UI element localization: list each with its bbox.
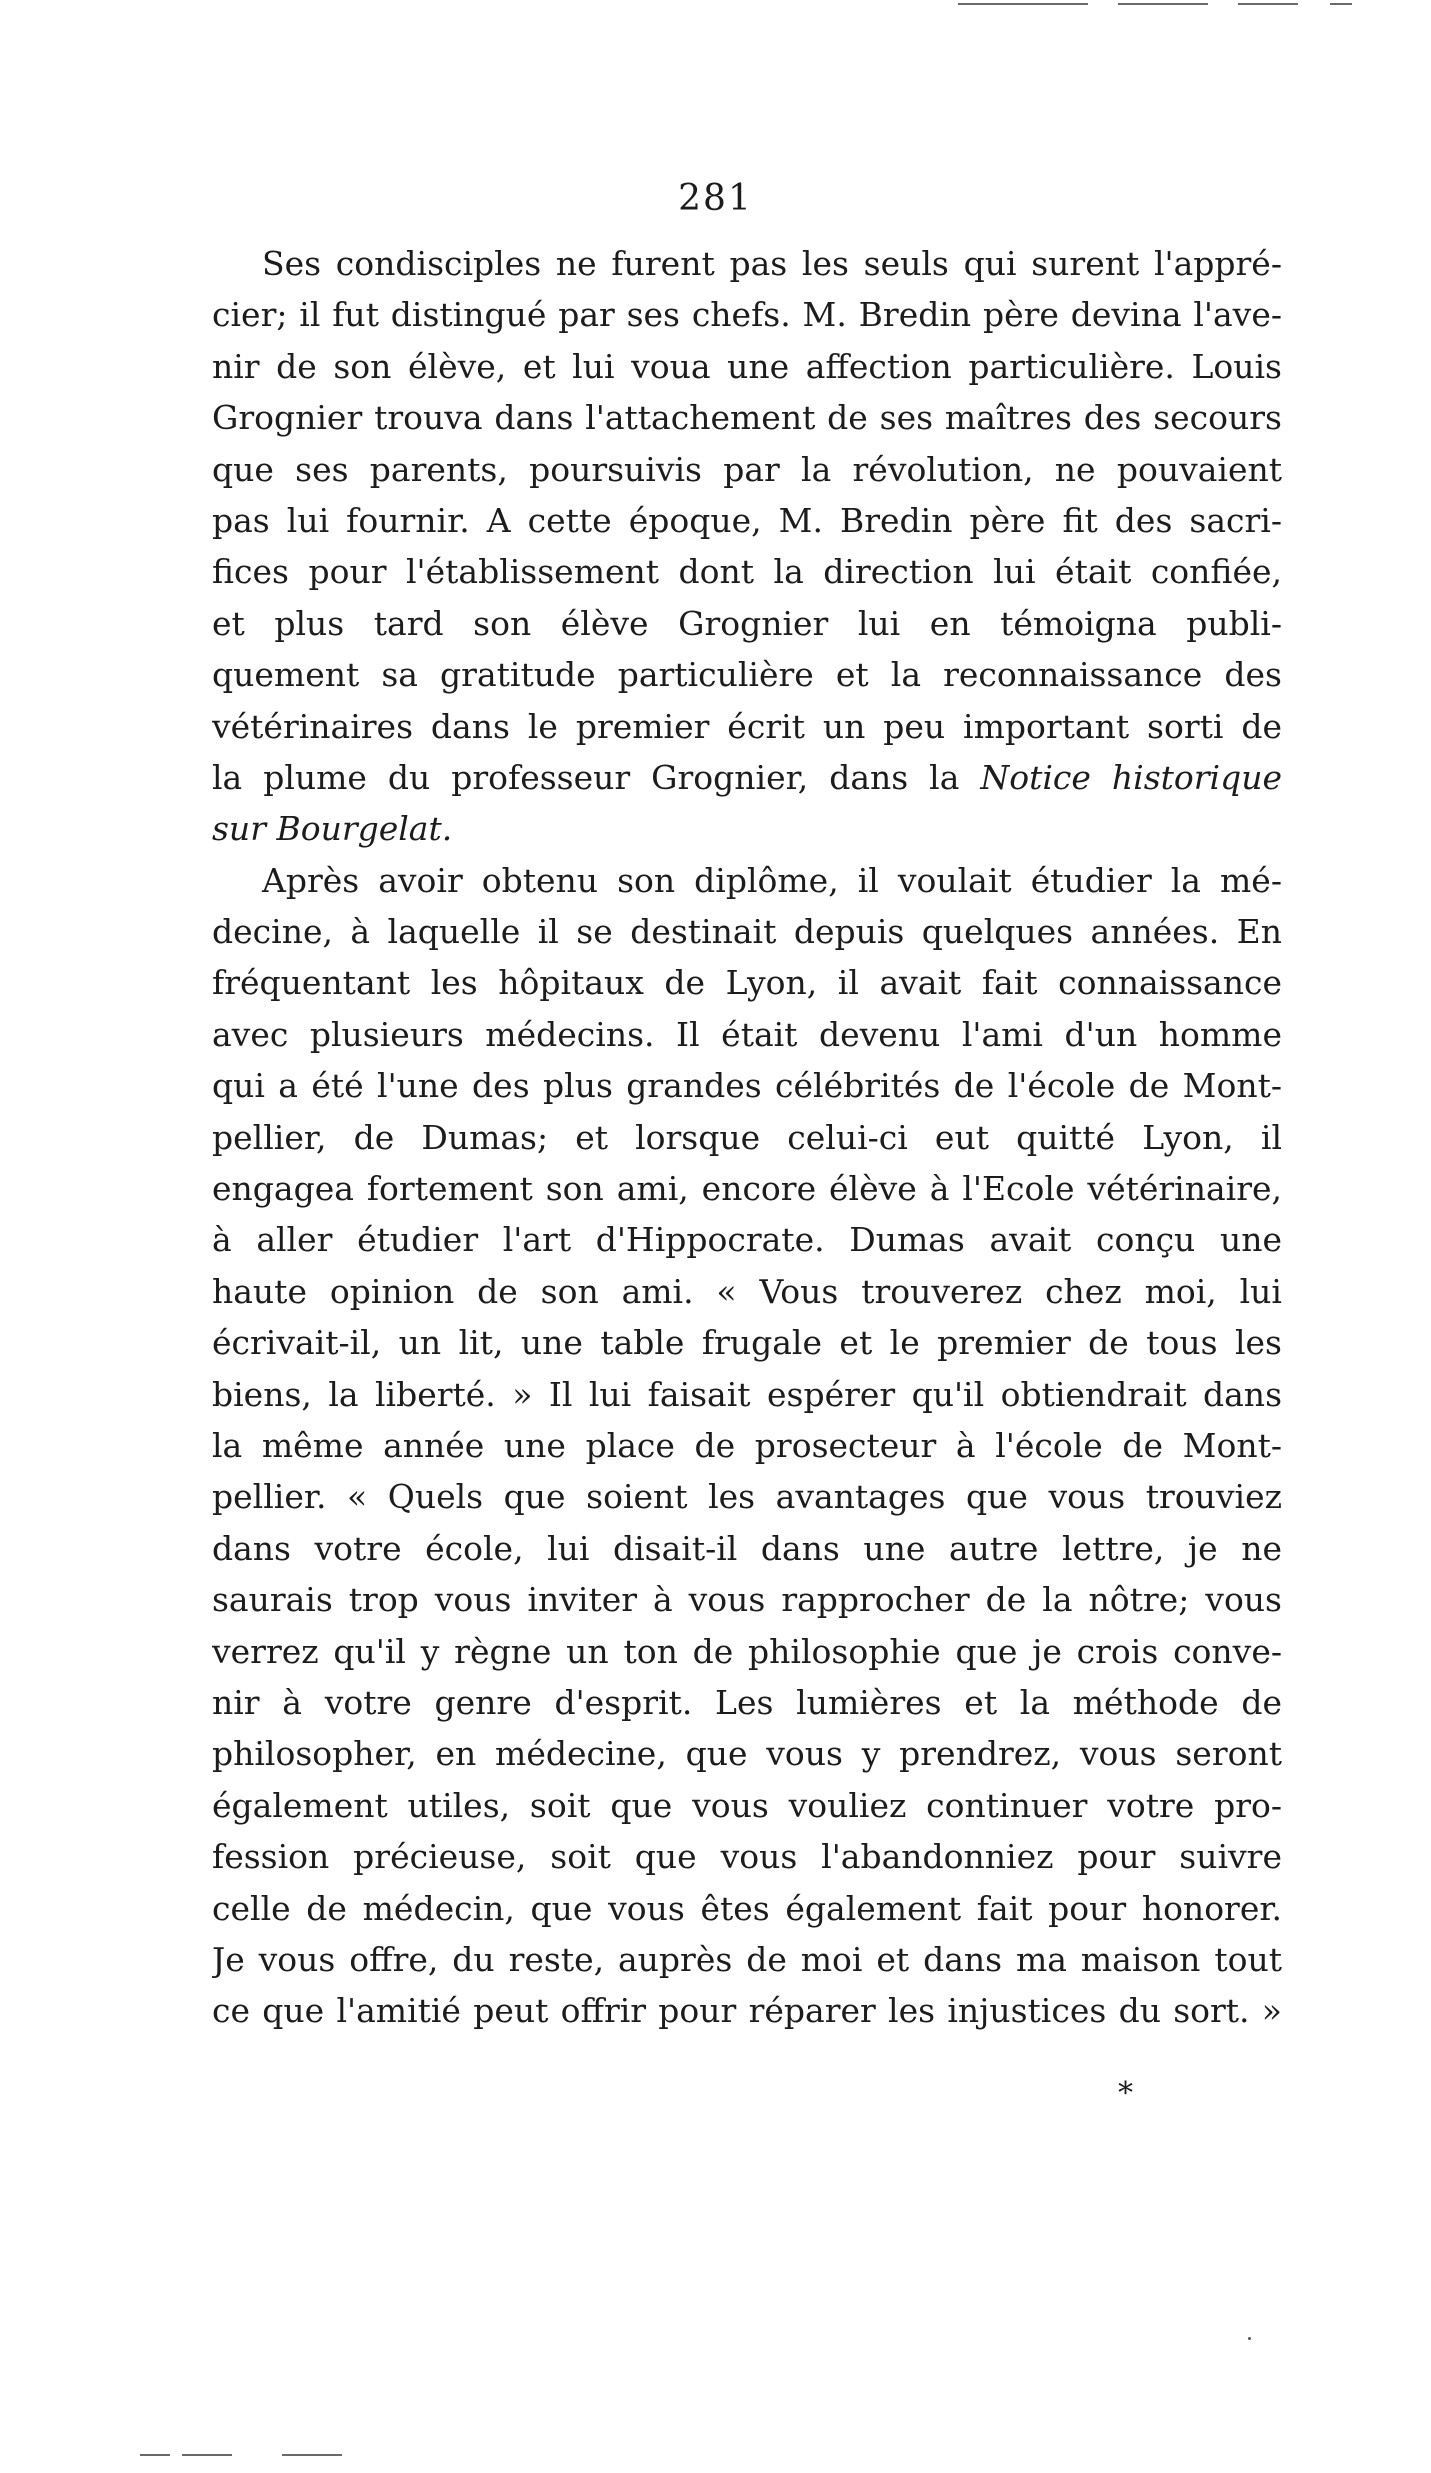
text-line: nir de son élève, et lui voua une affection particulière. Louis xyxy=(212,346,1282,386)
text-line: biens, la liberté. » Il lui faisait espérer qu'il obtiendrait dans xyxy=(212,1374,1282,1414)
work-title: Notice historique xyxy=(980,757,1282,797)
bottom-edge-rule xyxy=(182,2454,232,2456)
text-line: cier; il fut distingué par ses chefs. M. Bredin père devina l'ave- xyxy=(212,295,1282,335)
text-line: écrivait-il, un lit, une table frugale et le premier de tous les xyxy=(212,1323,1282,1363)
text-line: la plume du professeur Grognier, dans la xyxy=(212,757,960,797)
bottom-edge-rule xyxy=(282,2454,342,2456)
text-line: haute opinion de son ami. « Vous trouverez chez moi, lui xyxy=(212,1271,1282,1311)
text-line: que ses parents, poursuivis par la révolution, ne pouvaient xyxy=(212,449,1282,489)
text-line: également utiles, soit que vous vouliez continuer votre pro- xyxy=(212,1785,1282,1825)
text-line: ce que l'amitié peut offrir pour réparer les injustices du sort. » xyxy=(212,1991,1282,2031)
text-line: Je vous offre, du reste, auprès de moi et dans ma maison tout xyxy=(212,1939,1282,1979)
text-line: nir à votre genre d'esprit. Les lumières et la méthode de xyxy=(212,1682,1282,1722)
text-line: engagea fortement son ami, encore élève à l'Ecole vétérinaire, xyxy=(212,1169,1282,1209)
text-line: fréquentant les hôpitaux de Lyon, il avait fait connaissance xyxy=(212,963,1282,1003)
body-text xyxy=(212,238,1282,2037)
text-line: decine, à laquelle il se destinait depuis quelques années. En xyxy=(212,912,1282,952)
text-line-with-title xyxy=(212,752,1282,803)
text-line: qui a été l'une des plus grandes célébrités de l'école de Mont- xyxy=(212,1066,1282,1106)
text-line: philosopher, en médecine, que vous y prendrez, vous seront xyxy=(212,1734,1282,1774)
text-line: Après avoir obtenu son diplôme, il voulait étudier la mé- xyxy=(262,860,1282,900)
top-edge-rule xyxy=(1330,3,1352,5)
text-line: fession précieuse, soit que vous l'abandonniez pour suivre xyxy=(212,1837,1282,1877)
text-line: vétérinaires dans le premier écrit un peu important sorti de xyxy=(212,706,1282,746)
text-line: saurais trop vous inviter à vous rapprocher de la nôtre; vous xyxy=(212,1580,1282,1620)
text-line: pellier. « Quels que soient les avantages que vous trouviez xyxy=(212,1477,1282,1517)
text-line: quement sa gratitude particulière et la reconnaissance des xyxy=(212,655,1282,695)
text-line: pas lui fournir. A cette époque, M. Bredin père fit des sacri- xyxy=(212,500,1282,540)
text-line: fices pour l'établissement dont la direction lui était confiée, xyxy=(212,552,1282,592)
text-line: dans votre école, lui disait-il dans une autre lettre, je ne xyxy=(212,1528,1282,1568)
text-line: avec plusieurs médecins. Il était devenu l'ami d'un homme xyxy=(212,1014,1282,1054)
text-line: sur Bourgelat. xyxy=(212,809,453,849)
text-line: Grognier trouva dans l'attachement de ses maîtres des secours xyxy=(212,398,1282,438)
bottom-edge-rule xyxy=(140,2454,170,2456)
top-edge-rule xyxy=(1238,3,1298,5)
text-line: et plus tard son élève Grognier lui en témoigna publi- xyxy=(212,603,1282,643)
page-number: 281 xyxy=(678,178,753,219)
text-line: pellier, de Dumas; et lorsque celui-ci eut quitté Lyon, il xyxy=(212,1117,1282,1157)
signature-mark: * xyxy=(1118,2076,1133,2111)
text-line: la même année une place de prosecteur à l'école de Mont- xyxy=(212,1425,1282,1465)
text-line: Ses condisciples ne furent pas les seuls qui surent l'appré- xyxy=(262,244,1282,283)
top-edge-rule xyxy=(958,3,1088,5)
paper-speck xyxy=(1248,2337,1251,2340)
text-line: à aller étudier l'art d'Hippocrate. Dumas avait conçu une xyxy=(212,1220,1282,1260)
top-edge-rule xyxy=(1118,3,1208,5)
text-line: verrez qu'il y règne un ton de philosophie que je crois conve- xyxy=(212,1631,1282,1671)
text-line: celle de médecin, que vous êtes également fait pour honorer. xyxy=(212,1888,1282,1928)
